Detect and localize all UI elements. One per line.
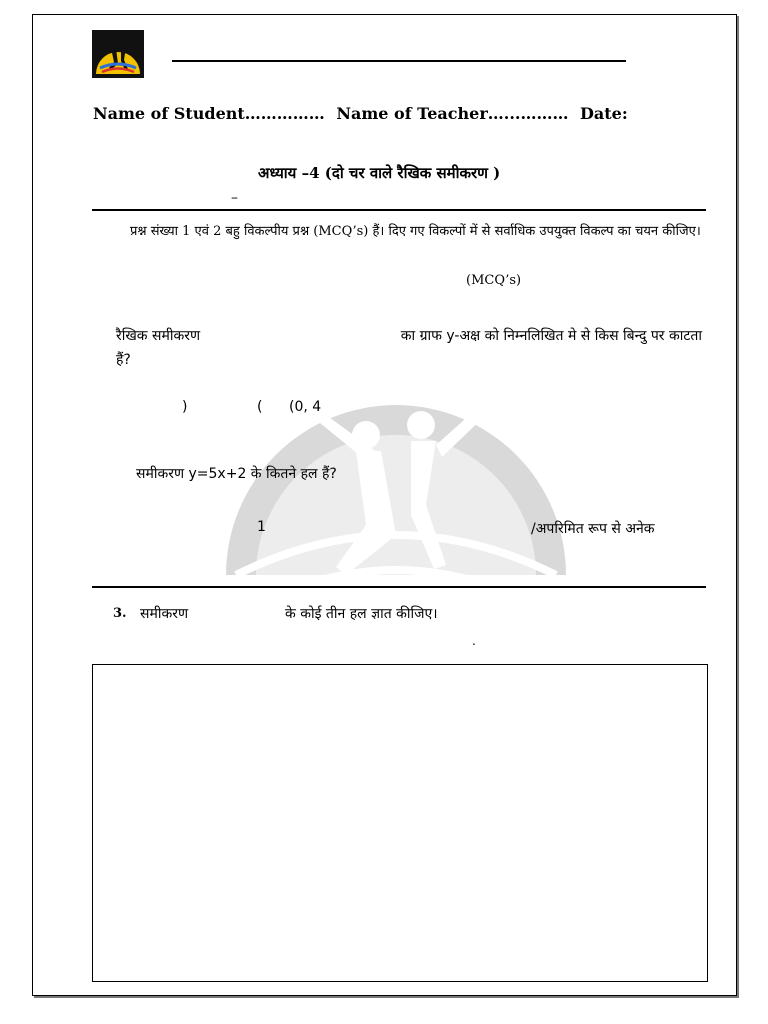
q1-part-b: का ग्राफ y-अक्ष को निम्नलिखित मे से किस बिन्दु पर काटता — [400, 328, 702, 344]
date-field: Date: — [580, 104, 628, 123]
q1-option-a: ) — [182, 399, 188, 415]
student-info-line — [93, 104, 634, 123]
q3-part-b: के कोई तीन हल ज्ञात कीजिए। — [285, 606, 438, 622]
q3-part-a: समीकरण — [140, 606, 189, 622]
name-of-teacher-field: Name of Teacher…...……… — [336, 104, 575, 123]
q1-part-c: हैं? — [116, 352, 131, 368]
chapter-title: अध्याय –4 (दो चर वाले रैखिक समीकरण ) — [258, 164, 501, 182]
answer-box[interactable] — [92, 664, 708, 982]
instructions: प्रश्न संख्या 1 एवं 2 बहु विकल्पीय प्रश्न (MCQ’s) हैं। दिए गए विकल्पों में से सर्वाधिक उपयुक्त विकल्प का चयन कीजिए। — [130, 224, 701, 239]
question-1 — [116, 324, 702, 372]
q1-option-b: ( — [257, 399, 263, 415]
dash-mark: – — [231, 190, 238, 206]
mcq-label: (MCQ’s) — [466, 273, 522, 288]
divider-bottom — [92, 586, 706, 588]
name-of-student-field: Name of Student…………… — [93, 104, 331, 123]
top-rule — [172, 60, 626, 62]
dot-mark: . — [472, 634, 476, 648]
q2-option-b: /अपरिमित रूप से अनेक — [531, 521, 655, 537]
divider-top — [92, 209, 706, 211]
q3-number: 3. — [113, 606, 127, 621]
q1-option-c: (0, 4 — [289, 399, 322, 415]
school-logo — [92, 30, 144, 78]
question-2: समीकरण y=5x+2 के कितने हल हैं? — [136, 466, 337, 482]
q1-part-a: रैखिक समीकरण — [116, 328, 201, 344]
q2-option-a: 1 — [257, 519, 266, 535]
